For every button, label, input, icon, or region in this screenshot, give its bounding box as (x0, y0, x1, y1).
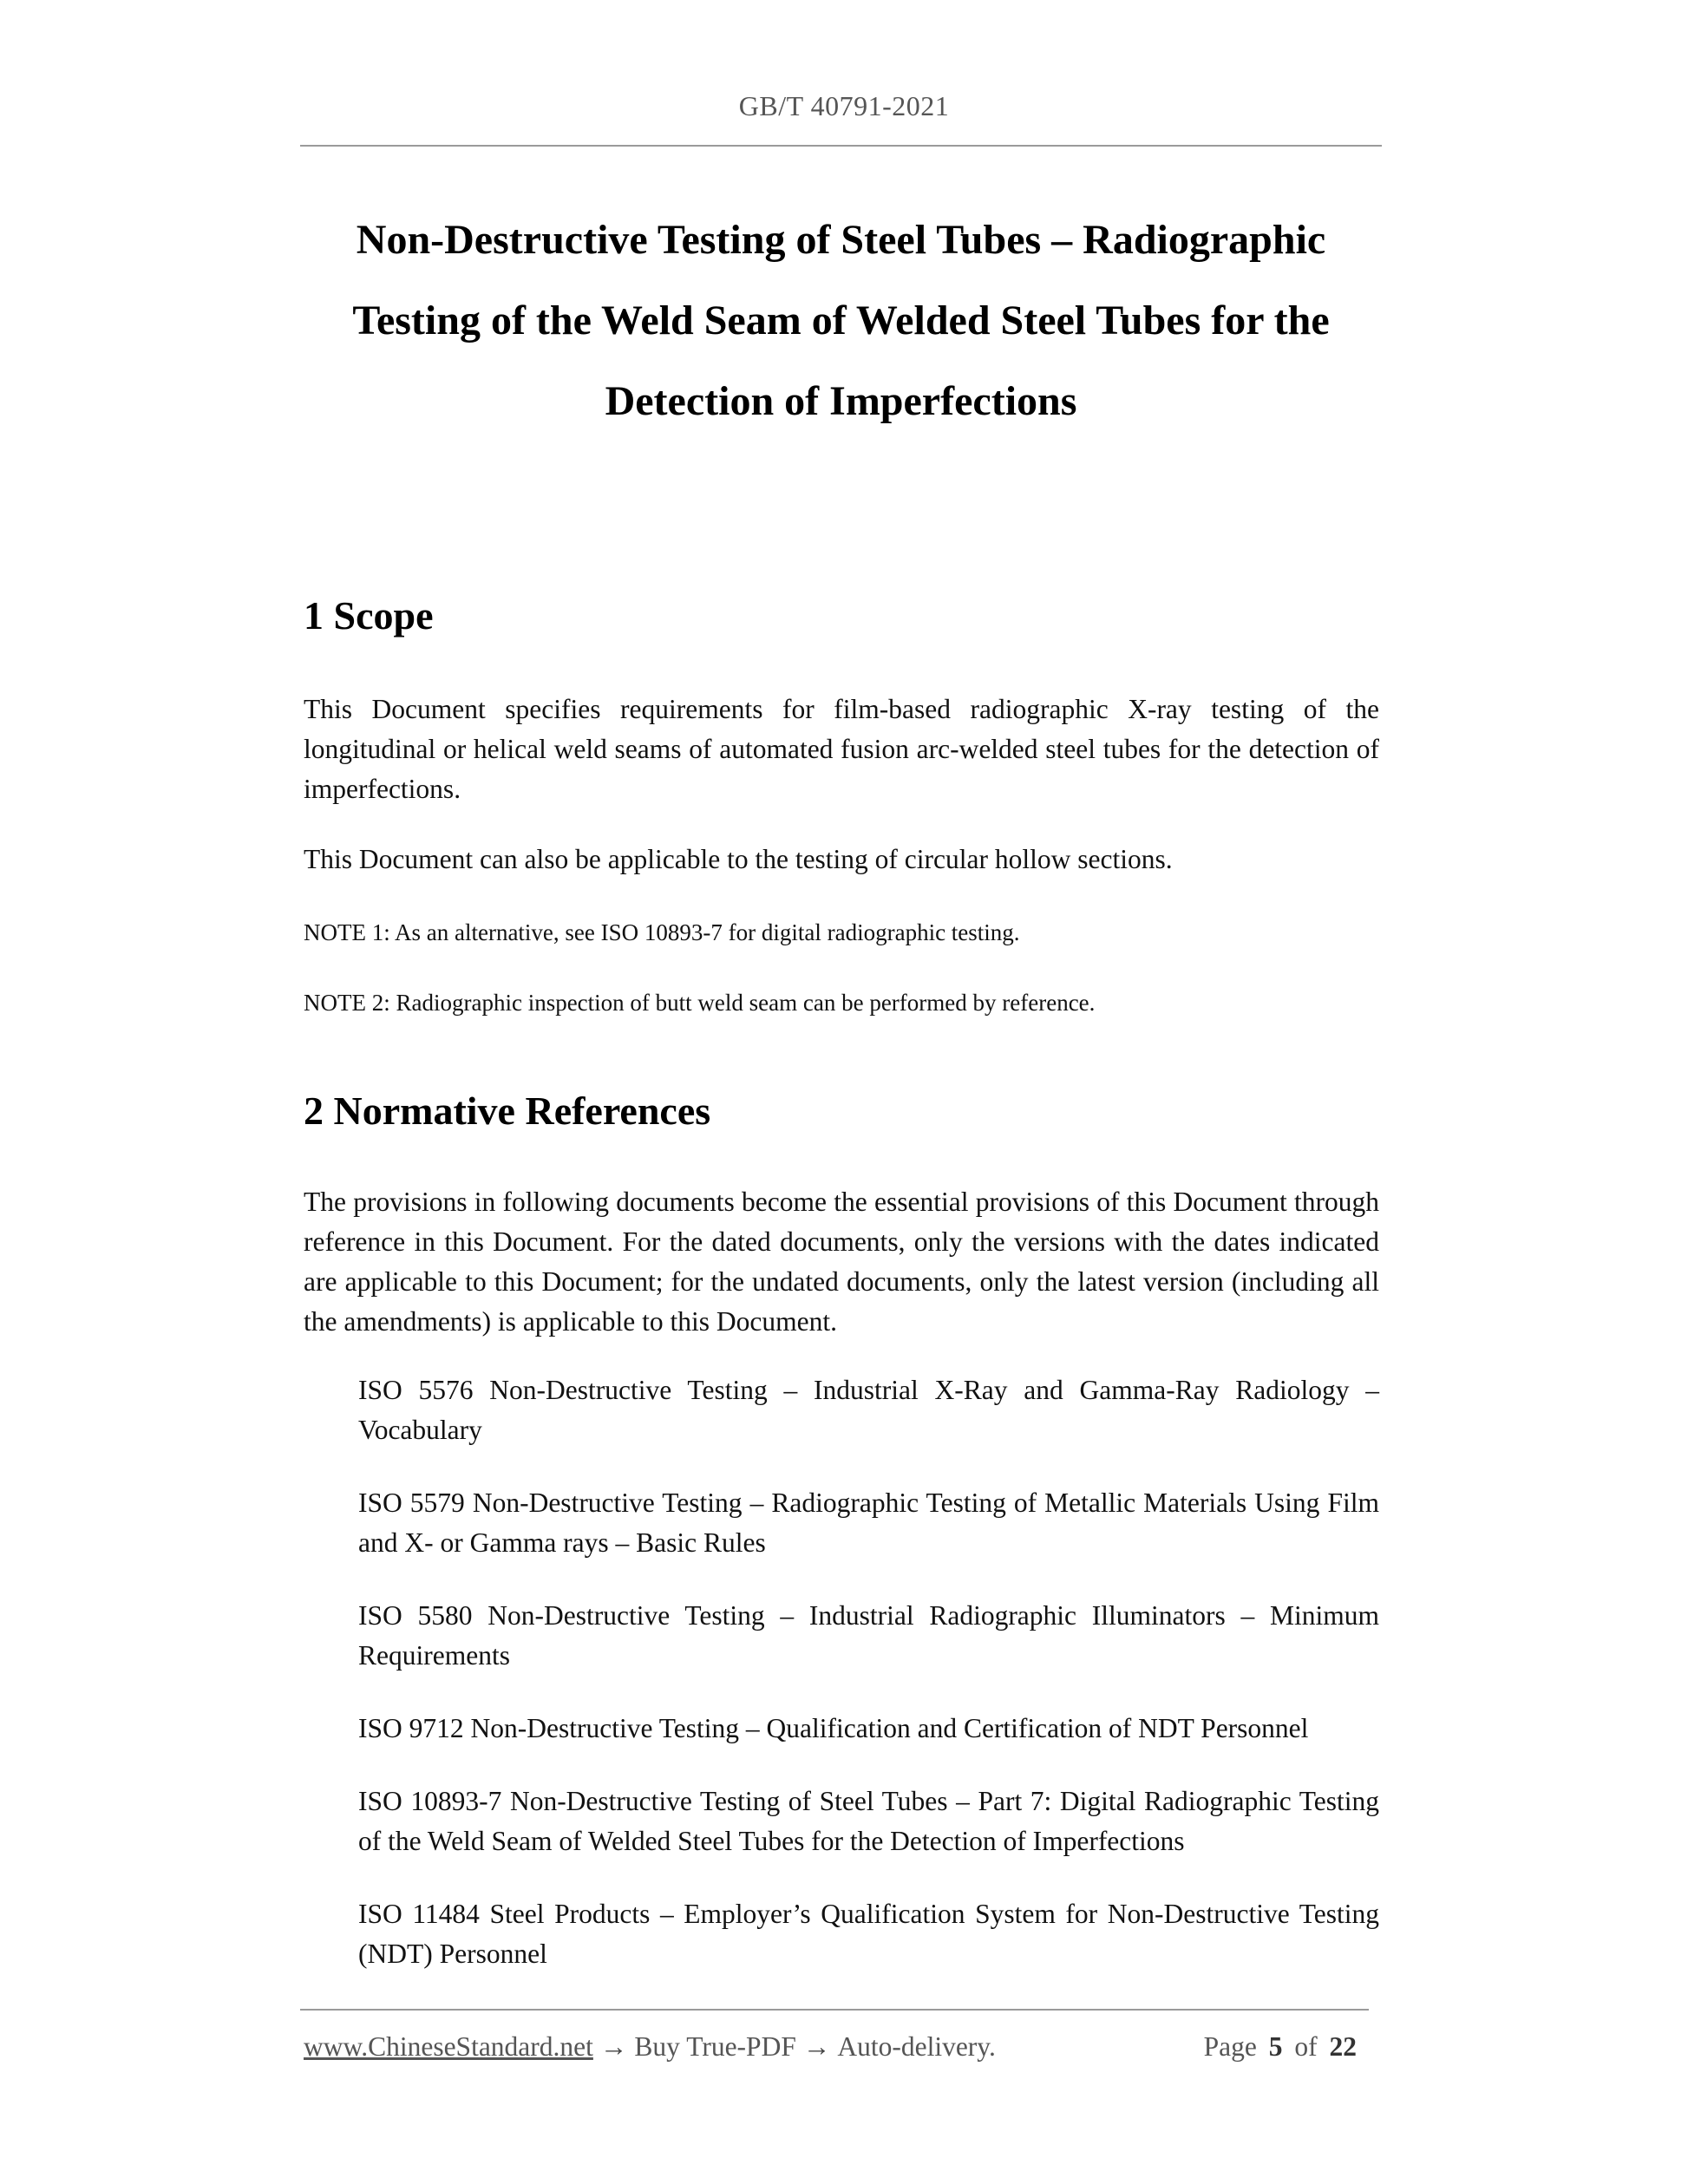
scope-note-2: NOTE 2: Radiographic inspection of butt weld seam can be performed by reference. (304, 990, 1096, 1016)
reference-item: ISO 5579 Non-Destructive Testing – Radiographic Testing of Metallic Materials Using Film and X- or Gamma rays – Basic Rules (358, 1488, 1379, 1558)
page-total: 22 (1329, 2031, 1357, 2062)
normative-references-intro: The provisions in following documents become the essential provisions of this Document through reference in this Document. For the dated documents, only the versions with the dates indicated are applicable to this Document; for the undated documents, only the latest version (including all the amendments) is applicable to this Document. (304, 1187, 1379, 1337)
footer-step-buy: Buy True-PDF (634, 2031, 796, 2062)
right-arrow-icon: → (802, 2031, 831, 2062)
footer-divider (300, 2009, 1369, 2011)
header-doc-code: GB/T 40791-2021 (738, 90, 950, 121)
page-of-label: of (1294, 2031, 1318, 2062)
reference-item: ISO 10893-7 Non-Destructive Testing of Steel Tubes – Part 7: Digital Radiographic Testing of the Weld Seam of Welded Steel Tubes for the Detection of Imperfections (358, 1786, 1379, 1856)
reference-item: ISO 5576 Non-Destructive Testing – Industrial X-Ray and Gamma-Ray Radiology – Vocabulary (358, 1375, 1379, 1445)
document-title: Non-Destructive Testing of Steel Tubes – Radiographic Testing of the Weld Seam of Welded Steel Tubes for the Detection of Imperfections (352, 217, 1330, 424)
scope-note-1: NOTE 1: As an alternative, see ISO 10893-7 for digital radiographic testing. (304, 919, 1020, 945)
reference-item: ISO 9712 Non-Destructive Testing – Qualification and Certification of NDT Personnel (358, 1713, 1309, 1743)
footer-step-delivery: Auto-delivery. (837, 2031, 996, 2062)
reference-list (358, 1370, 1379, 2007)
right-arrow-icon: → (599, 2031, 628, 2062)
website-link[interactable]: www.ChineseStandard.net (304, 2031, 593, 2062)
header-divider (300, 145, 1382, 147)
scope-paragraph-2: This Document can also be applicable to the testing of circular hollow sections. (304, 844, 1173, 874)
section-heading-normative-references: 2 Normative References (304, 1089, 711, 1133)
reference-item: ISO 11484 Steel Products – Employer’s Qualification System for Non-Destructive Testing (NDT) Personnel (358, 1899, 1379, 1969)
scope-paragraph-1: This Document specifies requirements for film-based radiographic X-ray testing of the longitudinal or helical weld seams of automated fusion arc-welded steel tubes for the detection of imperfections. (304, 694, 1379, 804)
reference-item: ISO 5580 Non-Destructive Testing – Industrial Radiographic Illuminators – Minimum Requirements (358, 1600, 1379, 1671)
page-footer (304, 2031, 1369, 2070)
page-label: Page (1203, 2031, 1257, 2062)
footer-promo (304, 2031, 996, 2063)
page-number (1204, 2031, 1362, 2063)
section-heading-scope: 1 Scope (304, 593, 434, 638)
page-current: 5 (1268, 2031, 1283, 2062)
